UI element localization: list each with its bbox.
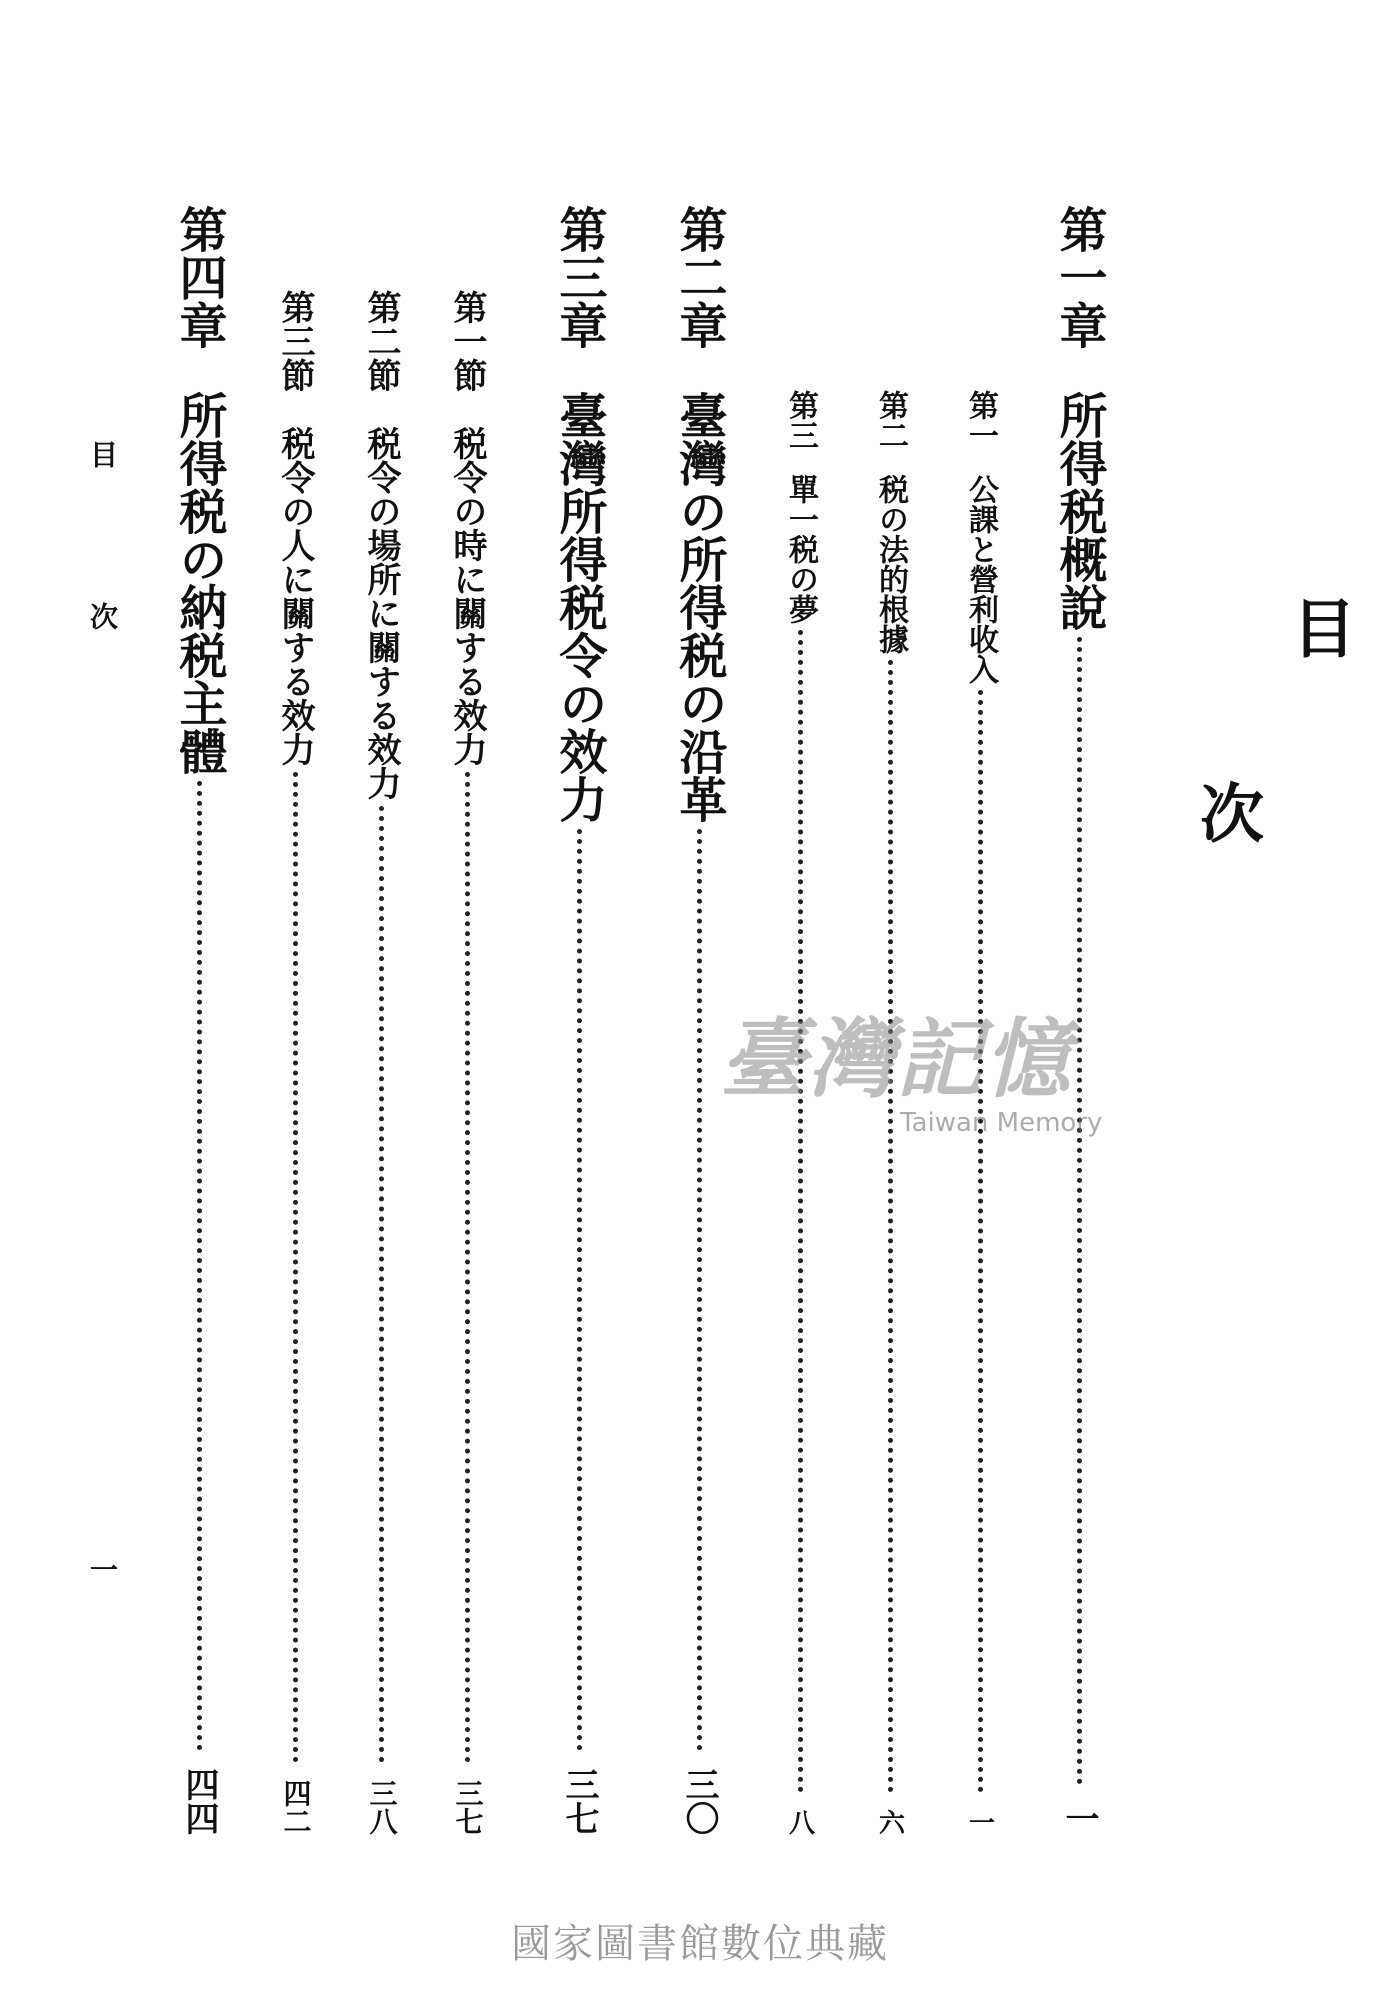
toc-title bbox=[1180, 595, 1364, 844]
entry-title: 税令の時に關する效力 bbox=[447, 426, 487, 766]
toc-entry-chapter-4[interactable] bbox=[165, 205, 234, 1835]
entry-title: 臺灣の所得税の沿革 bbox=[671, 391, 727, 823]
leader-dots bbox=[888, 660, 893, 1793]
entry-number: 第二 bbox=[873, 390, 908, 450]
taiwan-memory-watermark bbox=[720, 990, 1102, 1138]
entry-title: 單一税の夢 bbox=[783, 474, 818, 624]
entry-number: 第一節 bbox=[447, 290, 487, 392]
entry-page: 六 bbox=[874, 1809, 905, 1835]
entry-page: 三〇 bbox=[679, 1767, 719, 1835]
entry-page: 一 bbox=[1059, 1801, 1099, 1835]
entry-page: 四二 bbox=[279, 1779, 313, 1835]
entry-number: 第一 bbox=[963, 390, 998, 450]
watermark-english: Taiwan Memory bbox=[900, 1108, 1103, 1138]
entry-page: 三八 bbox=[365, 1779, 399, 1835]
leader-dots bbox=[798, 630, 803, 1793]
toc-entry-section-3[interactable] bbox=[271, 290, 320, 1835]
toc-title-part2: 次 bbox=[1189, 780, 1264, 844]
entry-number: 第一章 bbox=[1051, 205, 1107, 349]
leader-dots bbox=[293, 772, 298, 1763]
entry-number: 第二節 bbox=[361, 290, 401, 392]
entry-page: 四四 bbox=[179, 1767, 219, 1835]
entry-page: 八 bbox=[784, 1809, 815, 1835]
entry-title: 公課と營利收入 bbox=[963, 474, 998, 684]
leader-dots bbox=[978, 690, 983, 1793]
entry-number: 第三章 bbox=[551, 205, 607, 349]
toc-entry-section-1[interactable] bbox=[443, 290, 492, 1835]
entry-title: 税令の人に關する效力 bbox=[275, 426, 315, 766]
entry-page: 三七 bbox=[451, 1779, 485, 1835]
entry-title: 所得税概說 bbox=[1051, 391, 1107, 631]
toc-entry-chapter-3[interactable] bbox=[545, 205, 614, 1835]
watermark-chinese: 臺灣記憶 bbox=[720, 1009, 1072, 1110]
entry-number: 第三 bbox=[783, 390, 818, 450]
entry-title: 所得税の納税主體 bbox=[171, 391, 227, 775]
entry-number: 第二章 bbox=[671, 205, 727, 349]
leader-dots bbox=[465, 772, 470, 1763]
toc-title-part1: 目 bbox=[1281, 595, 1356, 659]
library-footer: 國家圖書館數位典藏 bbox=[511, 1921, 889, 1967]
leader-dots bbox=[379, 806, 384, 1763]
entry-number: 第三節 bbox=[275, 290, 315, 392]
entry-title: 税の法的根據 bbox=[873, 474, 908, 654]
leader-dots bbox=[697, 829, 702, 1751]
entry-page: 一 bbox=[964, 1809, 995, 1835]
leader-dots bbox=[577, 829, 582, 1751]
entry-page: 三七 bbox=[559, 1767, 599, 1835]
entry-title: 税令の場所に關する效力 bbox=[361, 426, 401, 800]
running-head-label: 目 次 bbox=[86, 440, 119, 692]
entry-number: 第四章 bbox=[171, 205, 227, 349]
leader-dots bbox=[1077, 637, 1082, 1785]
running-head-page: 一 bbox=[86, 1555, 119, 1583]
leader-dots bbox=[197, 781, 202, 1751]
toc-entry-section-2[interactable] bbox=[357, 290, 406, 1835]
entry-title: 臺灣所得税令の效力 bbox=[551, 391, 607, 823]
